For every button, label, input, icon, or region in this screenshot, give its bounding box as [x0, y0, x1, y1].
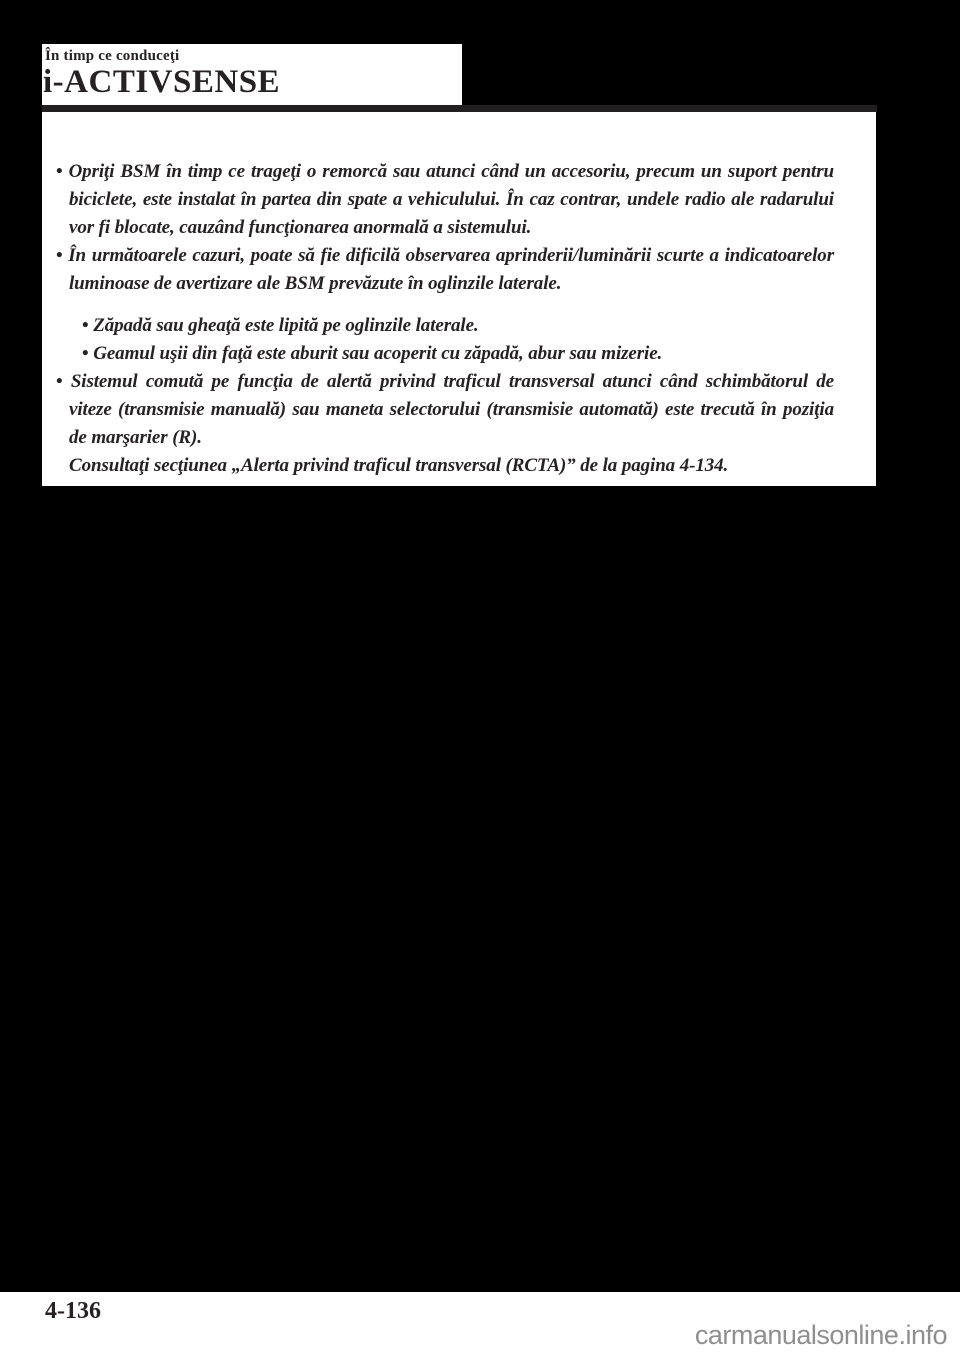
reference-note: Consultaţi secţiunea „Alerta privind traficul transversal (RCTA)” de la pagina 4-134.	[69, 455, 729, 476]
section-label: În timp ce conduceţi	[45, 48, 180, 64]
chapter-title: i-ACTIVSENSE	[43, 64, 281, 100]
sub-bullet-group	[56, 312, 834, 368]
bullet-icon: •	[82, 315, 89, 336]
body-paper-block	[42, 112, 876, 486]
sub-list-item	[82, 340, 834, 368]
bullet-icon: •	[56, 371, 63, 392]
sub-list-item-text: Zăpadă sau gheaţă este lipită pe oglinzile laterale.	[93, 315, 479, 336]
watermark-text: carmanualsonline.info	[694, 1320, 947, 1350]
list-item-text: În următoarele cazuri, poate să fie dificilă observarea aprinderii/luminării scurte a indicatoarelor luminoase de avertizare ale BSM prevăzute în oglinzile laterale.	[68, 245, 835, 294]
list-item	[56, 158, 834, 242]
sub-list-item-text: Geamul uşii din faţă este aburit sau acoperit cu zăpadă, abur sau mizerie.	[93, 343, 663, 364]
bullet-icon: •	[56, 245, 63, 266]
title-rule	[42, 105, 877, 112]
bullet-icon: •	[56, 161, 63, 182]
page-number: 4-136	[45, 1298, 101, 1324]
footer-paper-block	[0, 1292, 960, 1362]
bullet-icon: •	[82, 343, 89, 364]
list-item-text: Sistemul comută pe funcţia de alertă privind traficul transversal atunci când schimbătorul de viteze (transmisie manuală) sau maneta selectorului (transmisie automată) este trecută în poziţia de marşarier (R).	[69, 371, 834, 448]
list-item	[56, 368, 834, 452]
list-item	[56, 242, 834, 298]
header-paper-block	[42, 44, 462, 106]
sub-list-item	[82, 312, 834, 340]
list-item-text: Opriţi BSM în timp ce trageţi o remorcă sau atunci când un accesoriu, precum un suport pentru biciclete, este instalat în partea din spate a vehiculului. În caz contrar, undele radio ale radarului vor fi blocate, cauzând funcţionarea anormală a sistemului.	[68, 161, 834, 238]
